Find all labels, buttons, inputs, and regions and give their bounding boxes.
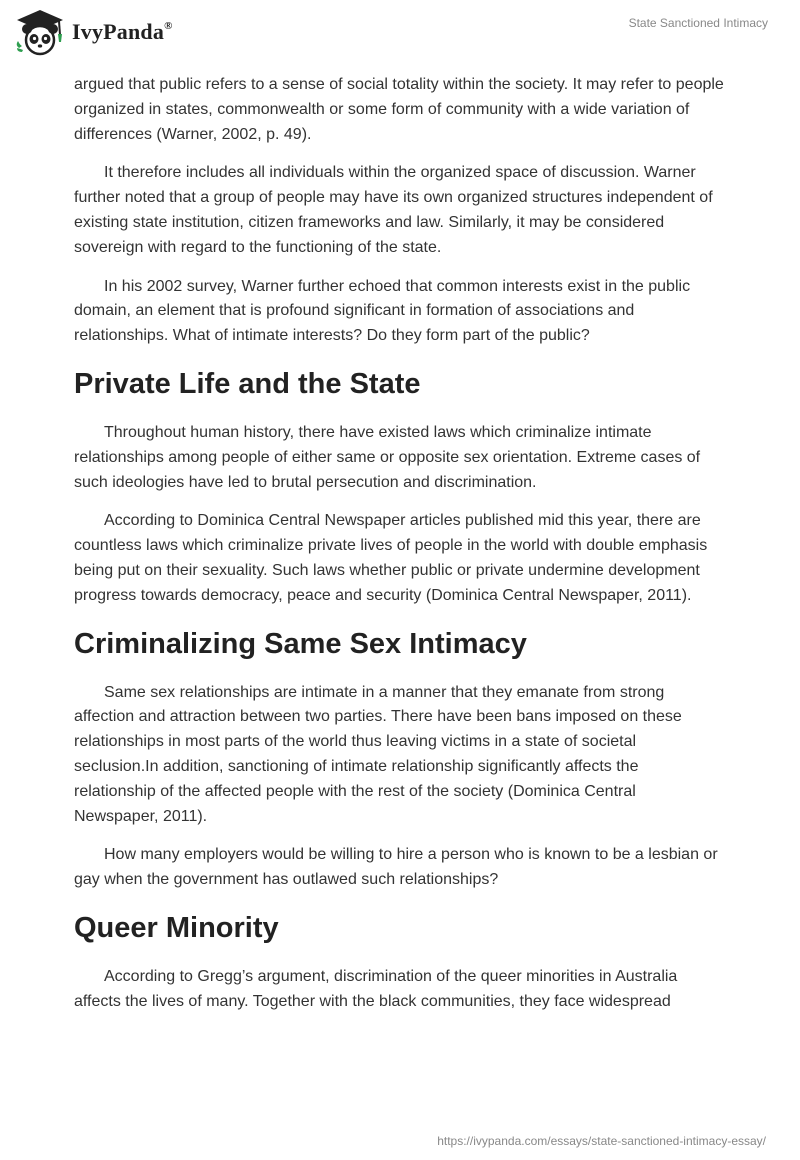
paragraph: According to Dominica Central Newspaper articles published mid this year, there are countless laws which criminalize private lives of people in the world with double emphasis being put on their sexuality. Such laws whether public or private undermine development progress towards democracy, peace and security (Dominica Central Newspaper, 2011). [74,512,708,604]
essay-body [74,73,724,1029]
document-title: State Sanctioned Intimacy [628,16,768,30]
paragraph: According to Gregg’s argument, discrimination of the queer minorities in Australia affects the lives of many. Together with the black communities, they face widespread [74,967,678,1010]
section-heading: Private Life and the State [74,367,421,400]
paragraph: It therefore includes all individuals within the organized space of discussion. Warner further noted that a group of people may have its own organized structures independent of existing state institution, citizen frameworks and law. Similarly, it may be considered sovereign with regard to the functioning of the state. [74,164,713,256]
paragraph: argued that public refers to a sense of social totality within the society. It may refer to people organized in states, commonwealth or some form of community with a wide variation of differences (Warner, 2002, p. 49). [74,76,724,143]
paragraph: Same sex relationships are intimate in a manner that they emanate from strong affection and attraction between two parties. There have been bans imposed on these relationships in most parts of the world thus leaving victims in a state of societal seclusion.In addition, sanctioning of intimate relationship significantly affects the relationship of the affected people with the rest of the society (Dominica Central Newspaper, 2011). [74,683,682,825]
section-heading: Queer Minority [74,911,279,944]
paragraph: In his 2002 survey, Warner further echoed that common interests exist in the public domain, an element that is profound significant in formation of associations and relationships. What of intimate interests? Do they form part of the public? [74,277,691,345]
source-url[interactable]: https://ivypanda.com/essays/state-sanctioned-intimacy-essay/ [437,1134,766,1148]
page-header [0,0,800,70]
paragraph: Throughout human history, there have existed laws which criminalize intimate relationships among people of either same or opposite sex orientation. Extreme cases of such ideologies have led to brutal persecution and discrimination. [74,423,701,491]
section-heading: Criminalizing Same Sex Intimacy [74,627,527,660]
paragraph: How many employers would be willing to hire a person who is known to be a lesbian or gay when the government has outlawed such relationships? [74,846,718,889]
ivypanda-logo[interactable] [14,8,173,56]
brand-name: IvyPanda® [72,19,173,44]
panda-graduation-icon [14,8,66,56]
